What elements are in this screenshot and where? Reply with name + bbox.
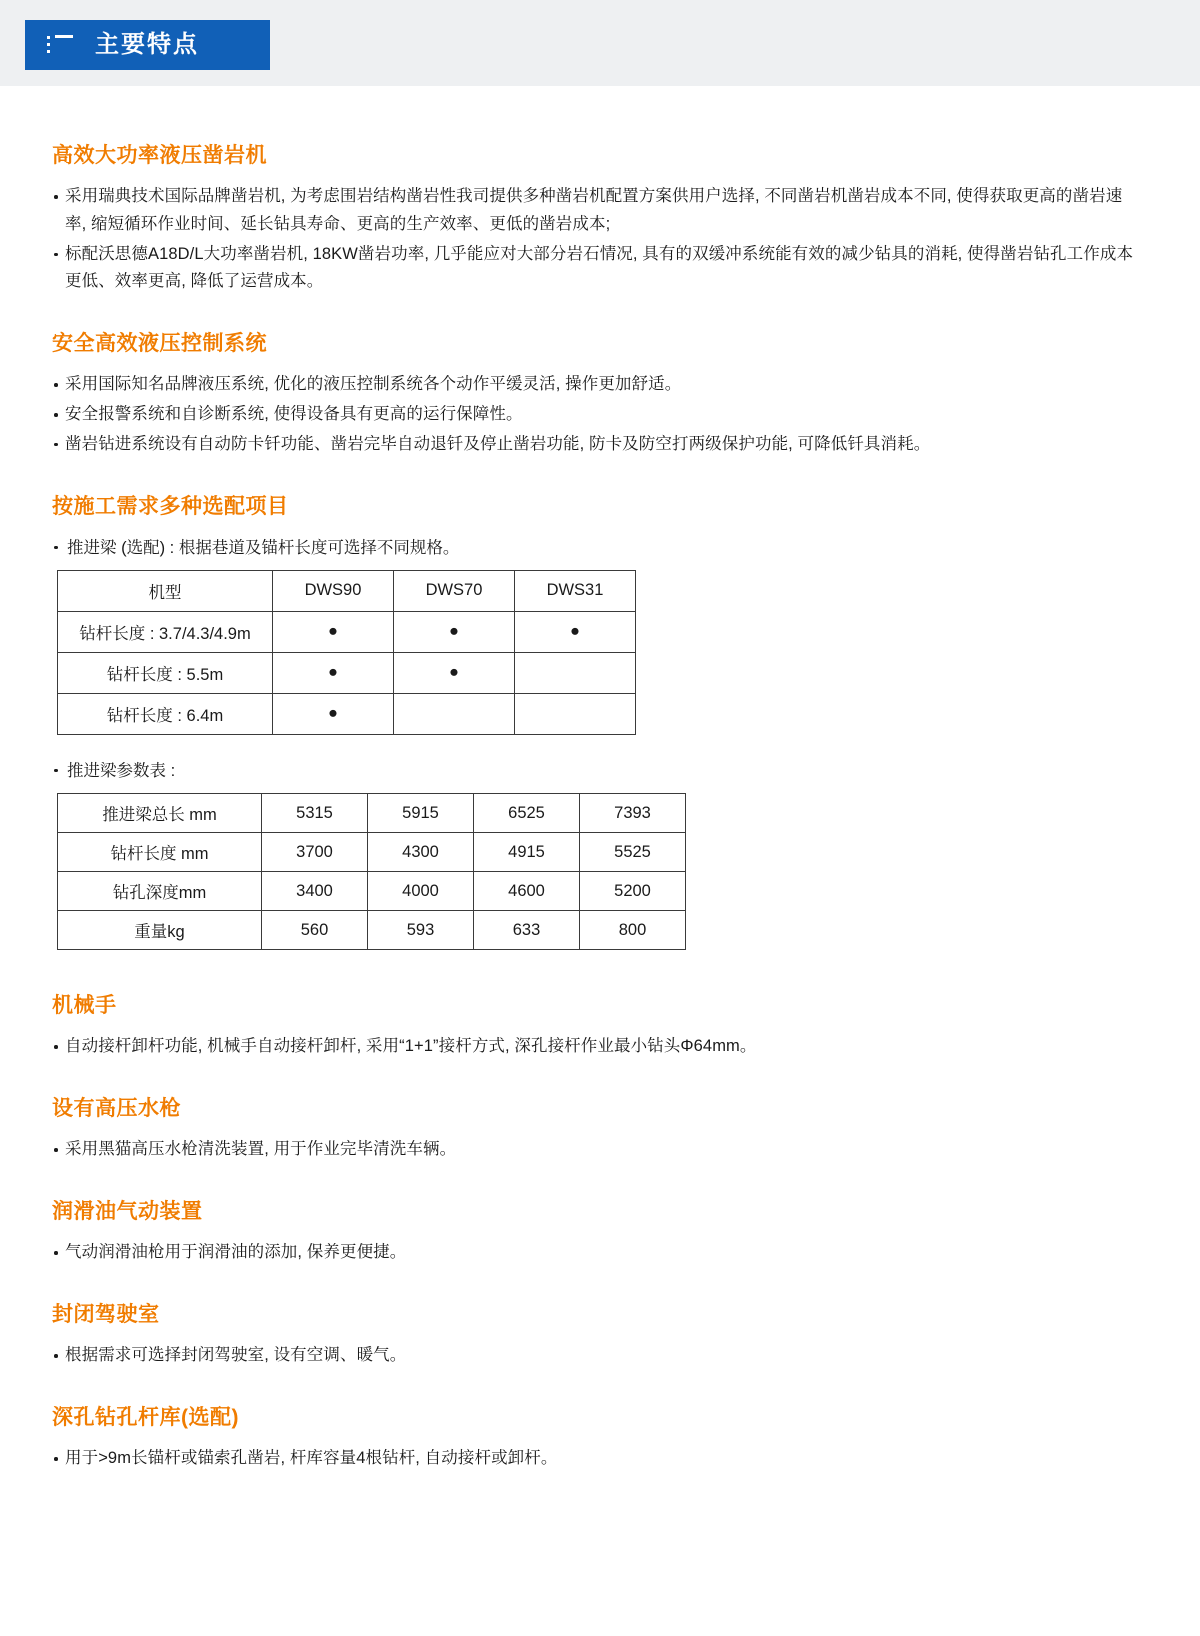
table-cell: 4000: [368, 872, 474, 911]
section-hydraulic-control-system: [52, 330, 1140, 458]
feed-beam-option-table: [57, 570, 636, 735]
table-cell: 4915: [474, 833, 580, 872]
table-cell: 钻杆长度 : 6.4m: [58, 693, 273, 734]
list-item: 用于>9m长锚杆或锚索孔凿岩, 杆库容量4根钻杆, 自动接杆或卸杆。: [52, 1445, 1140, 1473]
table-cell: 钻杆长度 : 5.5m: [58, 652, 273, 693]
table-cell: 6525: [474, 794, 580, 833]
table-header-row: [58, 570, 636, 611]
table-header-cell: 机型: [58, 570, 273, 611]
section-title: 封闭驾驶室: [52, 1303, 160, 1327]
table-cell: ●: [394, 652, 515, 693]
table-cell: 560: [262, 911, 368, 950]
list-item: 气动润滑油枪用于润滑油的添加, 保养更便捷。: [52, 1239, 1140, 1267]
table-row: [58, 611, 636, 652]
table-cell: [394, 693, 515, 734]
table-header-cell: DWS90: [273, 570, 394, 611]
table-row-label: 钻杆长度 mm: [58, 833, 262, 872]
section-deep-hole-rod-magazine: [52, 1404, 1140, 1473]
table-row: [58, 833, 686, 872]
bullet-list: [52, 371, 1140, 458]
table-cell: ●: [273, 693, 394, 734]
section-enclosed-cabin: [52, 1301, 1140, 1370]
table-row: [58, 693, 636, 734]
table-cell: ●: [515, 611, 636, 652]
table-cell: 3700: [262, 833, 368, 872]
section-title: 安全高效液压控制系统: [52, 332, 267, 356]
table-cell: ●: [394, 611, 515, 652]
page-header-bar: [0, 0, 1200, 86]
table-row-label: 推进梁总长 mm: [58, 794, 262, 833]
list-item: 标配沃思德A18D/L大功率凿岩机, 18KW凿岩功率, 几乎能应对大部分岩石情况, 具有的双缓冲系统能有效的减少钻具的消耗, 使得凿岩钻孔工作成本更低、效率更高, 降低了运营成本。: [52, 241, 1140, 296]
table-cell: 5315: [262, 794, 368, 833]
section-header-tab: [25, 20, 270, 70]
table-row: [58, 652, 636, 693]
list-item: 根据需求可选择封闭驾驶室, 设有空调、暖气。: [52, 1342, 1140, 1370]
list-item: 采用瑞典技术国际品牌凿岩机, 为考虑围岩结构凿岩性我司提供多种凿岩机配置方案供用户选择, 不同凿岩机凿岩成本不同, 使得获取更高的凿岩速率, 缩短循环作业时间、延长钻具寿命、更高的生产效率、更低的凿岩成本;: [52, 183, 1140, 238]
section-lubrication-device: [52, 1198, 1140, 1267]
table-cell: 5200: [580, 872, 686, 911]
document-content: [0, 86, 1200, 1515]
bullet-list: [52, 1445, 1140, 1473]
list-item: 采用黑猫高压水枪清洗装置, 用于作业完毕清洗车辆。: [52, 1136, 1140, 1164]
section-optional-items: [52, 493, 1140, 950]
table-row-label: 钻孔深度mm: [58, 872, 262, 911]
table-cell: 593: [368, 911, 474, 950]
table-cell: 4600: [474, 872, 580, 911]
table-row: [58, 872, 686, 911]
table-cell: 3400: [262, 872, 368, 911]
bullet-list: [52, 183, 1140, 296]
feed-beam-note: 推进梁 (选配) : 根据巷道及锚杆长度可选择不同规格。: [52, 534, 1140, 562]
section-title: 润滑油气动装置: [52, 1200, 203, 1224]
section-title: 深孔钻孔杆库(选配): [52, 1406, 239, 1430]
table-cell: 7393: [580, 794, 686, 833]
list-icon: [47, 35, 73, 55]
table-cell: 4300: [368, 833, 474, 872]
params-note: 推进梁参数表 :: [52, 757, 1140, 785]
page-title: 主要特点: [95, 31, 199, 58]
table-cell: [515, 652, 636, 693]
table-cell: ●: [273, 611, 394, 652]
feed-beam-params-table: [57, 793, 686, 950]
section-title: 按施工需求多种选配项目: [52, 494, 289, 518]
table-cell: 钻杆长度 : 3.7/4.3/4.9m: [58, 611, 273, 652]
table-row-label: 重量kg: [58, 911, 262, 950]
table-header-cell: DWS70: [394, 570, 515, 611]
table-row: [58, 794, 686, 833]
table-cell: [515, 693, 636, 734]
table-cell: 633: [474, 911, 580, 950]
bullet-list: [52, 1033, 1140, 1061]
bullet-list: [52, 1239, 1140, 1267]
bullet-list: [52, 1136, 1140, 1164]
table-cell: ●: [273, 652, 394, 693]
section-title: 高效大功率液压凿岩机: [52, 144, 267, 167]
list-item: 安全报警系统和自诊断系统, 使得设备具有更高的运行保障性。: [52, 401, 1140, 429]
list-item: 采用国际知名品牌液压系统, 优化的液压控制系统各个动作平缓灵活, 操作更加舒适。: [52, 371, 1140, 399]
table-cell: 5915: [368, 794, 474, 833]
section-high-pressure-water-gun: [52, 1095, 1140, 1164]
section-manipulator: [52, 992, 1140, 1061]
bullet-list: [52, 1342, 1140, 1370]
list-item: 自动接杆卸杆功能, 机械手自动接杆卸杆, 采用“1+1”接杆方式, 深孔接杆作业最小钻头Φ64mm。: [52, 1033, 1140, 1061]
list-item: 凿岩钻进系统设有自动防卡钎功能、凿岩完毕自动退钎及停止凿岩功能, 防卡及防空打两级保护功能, 可降低钎具消耗。: [52, 431, 1140, 459]
table-header-cell: DWS31: [515, 570, 636, 611]
section-hydraulic-rock-drill: [52, 142, 1140, 296]
table-cell: 5525: [580, 833, 686, 872]
table-cell: 800: [580, 911, 686, 950]
section-title: 机械手: [52, 994, 117, 1018]
table-row: [58, 911, 686, 950]
section-title: 设有高压水枪: [52, 1097, 181, 1121]
